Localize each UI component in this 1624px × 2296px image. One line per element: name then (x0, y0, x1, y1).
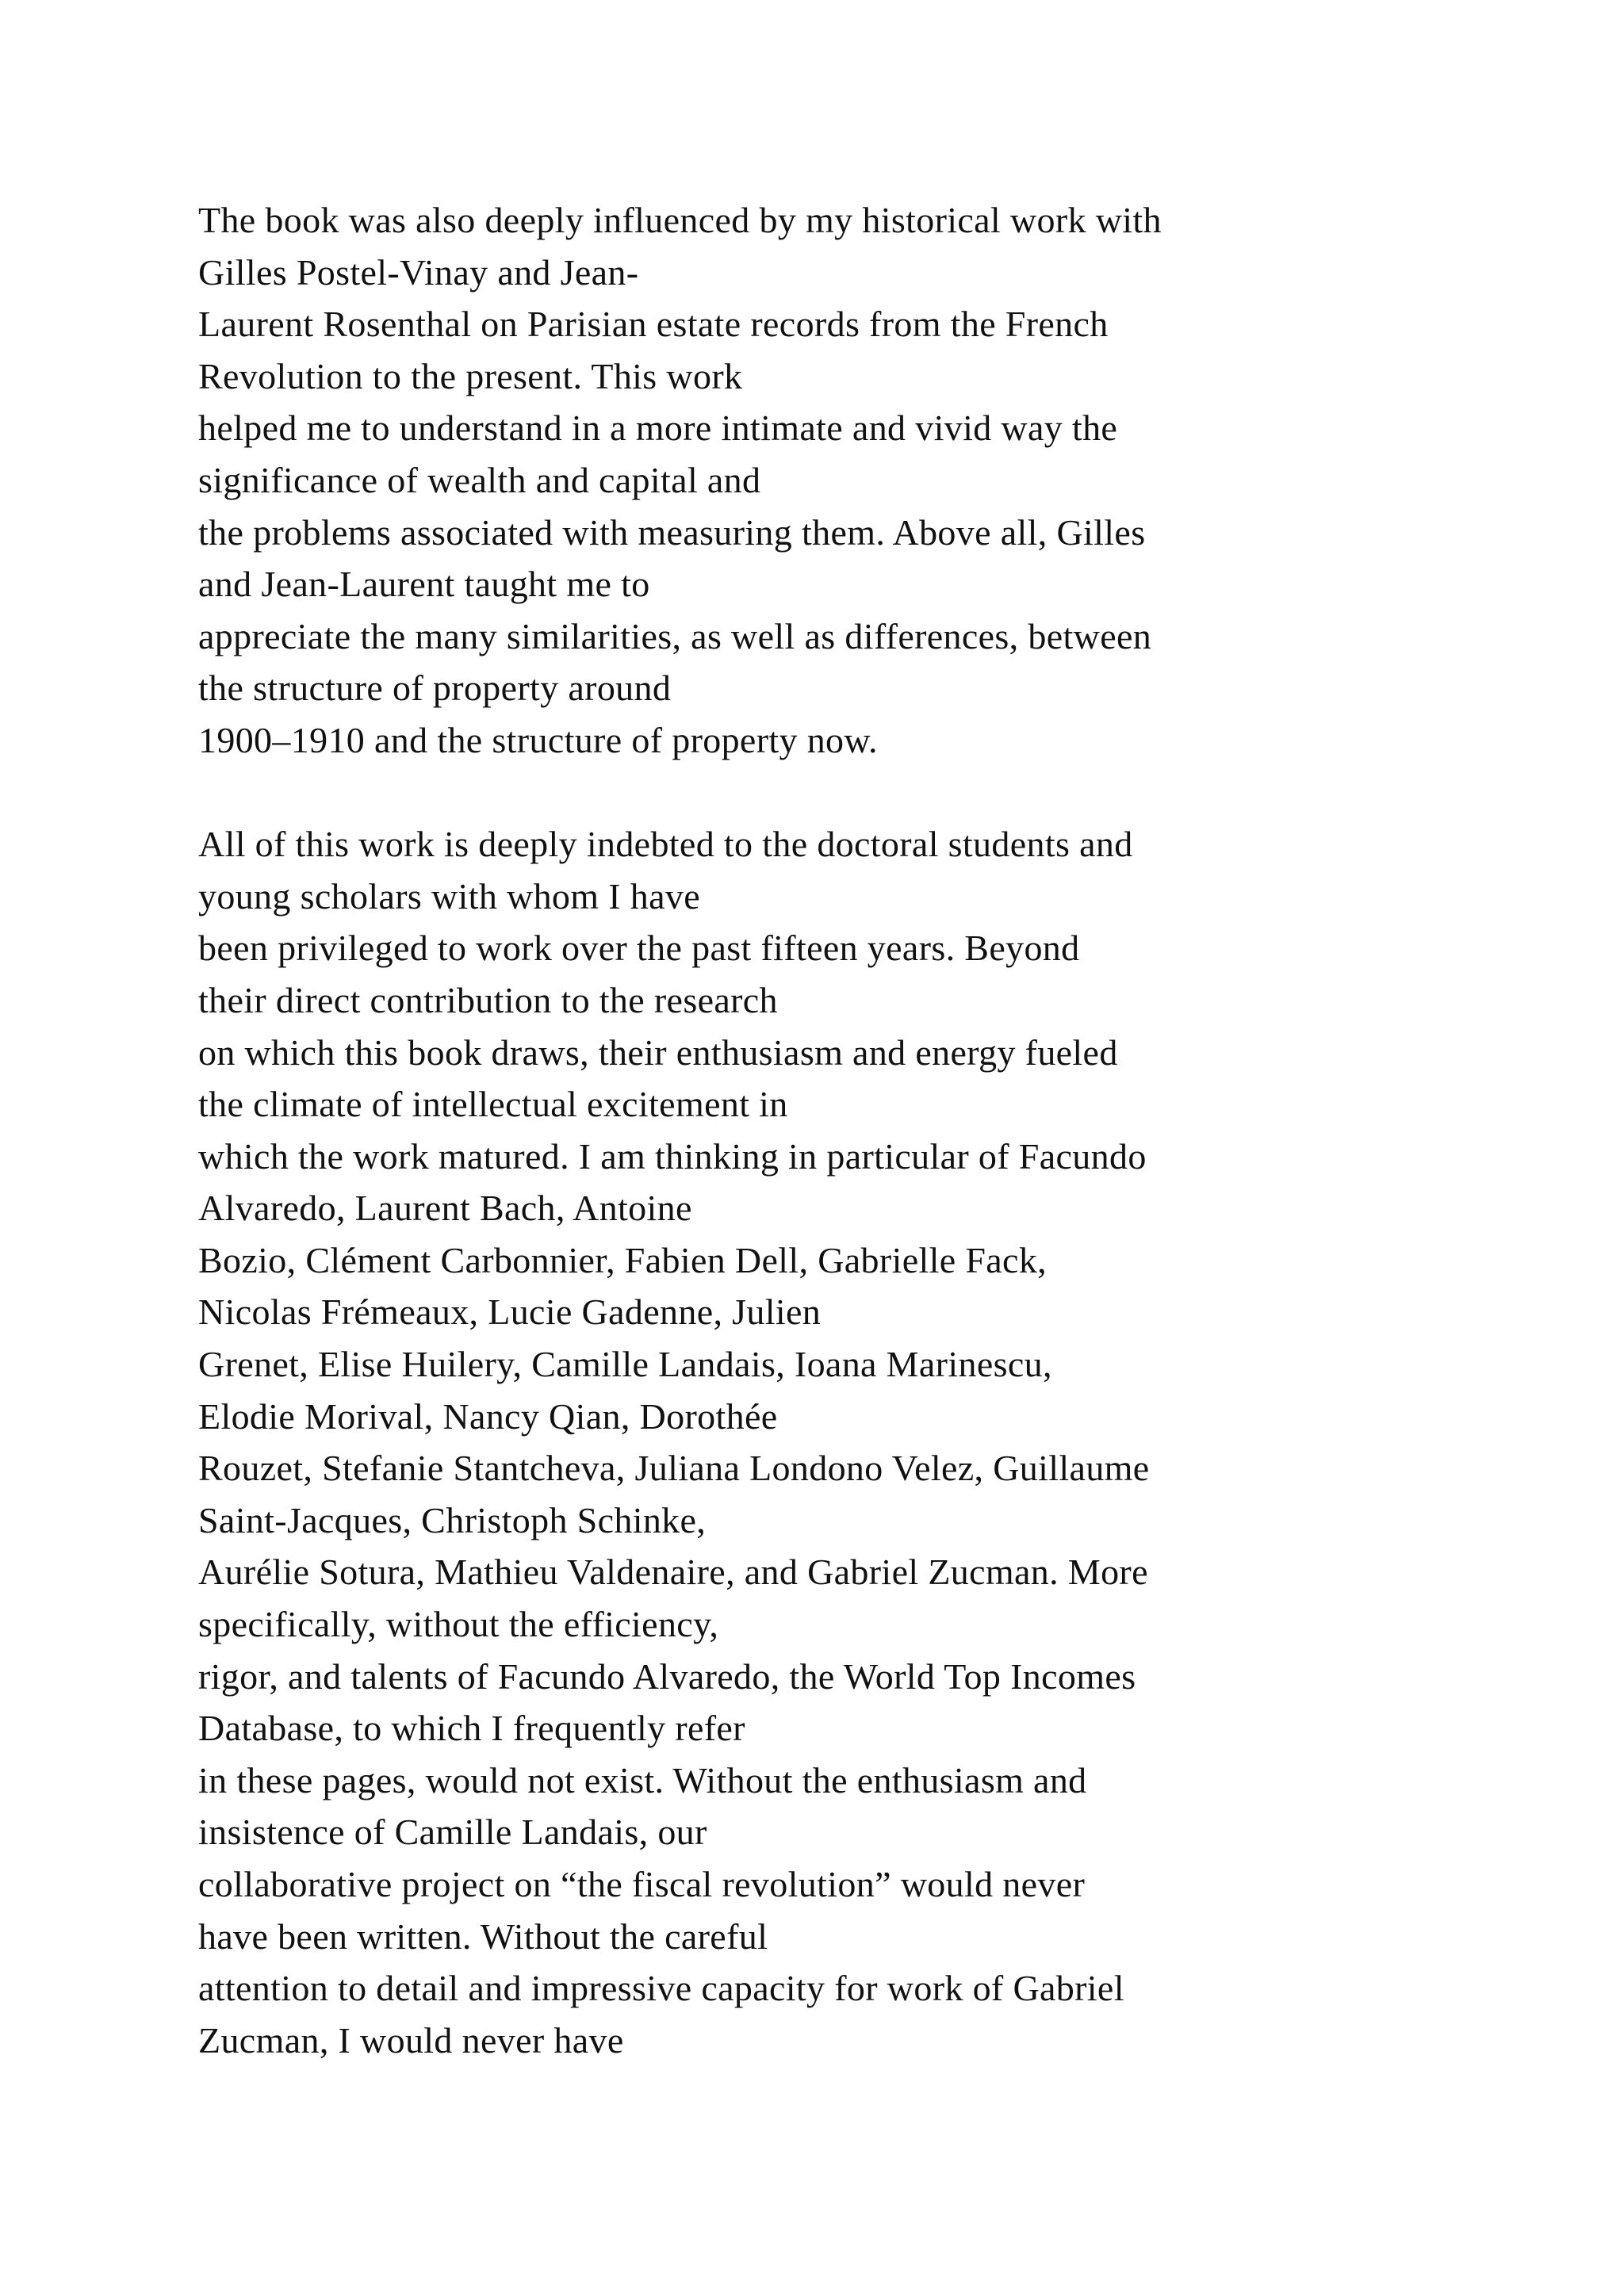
text-line: Rouzet, Stefanie Stantcheva, Juliana Londono Velez, Guillaume (198, 1448, 1150, 1489)
text-line: Grenet, Elise Huilery, Camille Landais, Ioana Marinescu, (198, 1344, 1052, 1385)
text-line: Gilles Postel-Vinay and Jean- (198, 251, 639, 293)
text-line: their direct contribution to the research (198, 979, 778, 1020)
text-line: and Jean-Laurent taught me to (198, 564, 650, 605)
text-line: which the work matured. I am thinking in particular of Facundo (198, 1135, 1147, 1177)
text-line: significance of wealth and capital and (198, 459, 761, 500)
text-line: Nicolas Frémeaux, Lucie Gadenne, Julien (198, 1292, 822, 1333)
text-line: on which this book draws, their enthusiasm and energy fueled (198, 1031, 1118, 1073)
text-line: Laurent Rosenthal on Parisian estate records from the French (198, 304, 1109, 345)
text-line: been privileged to work over the past fifteen years. Beyond (198, 928, 1080, 969)
text-line: the structure of property around (198, 668, 672, 709)
text-line: in these pages, would not exist. Without the enthusiasm and (198, 1759, 1087, 1800)
text-line: specifically, without the efficiency, (198, 1604, 719, 1645)
text-line: All of this work is deeply indebted to the doctoral students and (198, 824, 1133, 865)
text-line: Aurélie Sotura, Mathieu Valdenaire, and Gabriel Zucman. More (198, 1552, 1148, 1593)
paragraph-gap (198, 767, 1546, 819)
text-line: Database, to which I frequently refer (198, 1708, 745, 1749)
text-line: Revolution to the present. This work (198, 355, 743, 396)
text-line: attention to detail and impressive capacity for work of Gabriel (198, 1968, 1124, 2009)
paragraph-2 (198, 818, 1546, 2066)
text-line: have been written. Without the careful (198, 1915, 768, 1957)
document-body (198, 194, 1546, 2066)
text-line: appreciate the many similarities, as well as differences, between (198, 615, 1152, 656)
text-line: Alvaredo, Laurent Bach, Antoine (198, 1188, 692, 1229)
text-line: insistence of Camille Landais, our (198, 1812, 707, 1853)
text-line: the problems associated with measuring them. Above all, Gilles (198, 511, 1146, 553)
paragraph-1 (198, 194, 1546, 767)
text-line: 1900–1910 and the structure of property now. (198, 719, 878, 760)
text-line: Zucman, I would never have (198, 2019, 624, 2061)
text-line: the climate of intellectual excitement in (198, 1084, 788, 1125)
text-line: rigor, and talents of Facundo Alvaredo, the World Top Incomes (198, 1655, 1136, 1697)
text-line: Elodie Morival, Nancy Qian, Dorothée (198, 1395, 778, 1437)
text-line: Saint-Jacques, Christoph Schinke, (198, 1499, 707, 1540)
text-line: young scholars with whom I have (198, 875, 701, 916)
text-line: helped me to understand in a more intimate and vivid way the (198, 408, 1118, 449)
text-line: Bozio, Clément Carbonnier, Fabien Dell, Gabrielle Fack, (198, 1239, 1048, 1280)
text-line: The book was also deeply influenced by my historical work with (198, 200, 1162, 240)
text-line: collaborative project on “the fiscal revolution” would never (198, 1864, 1086, 1904)
